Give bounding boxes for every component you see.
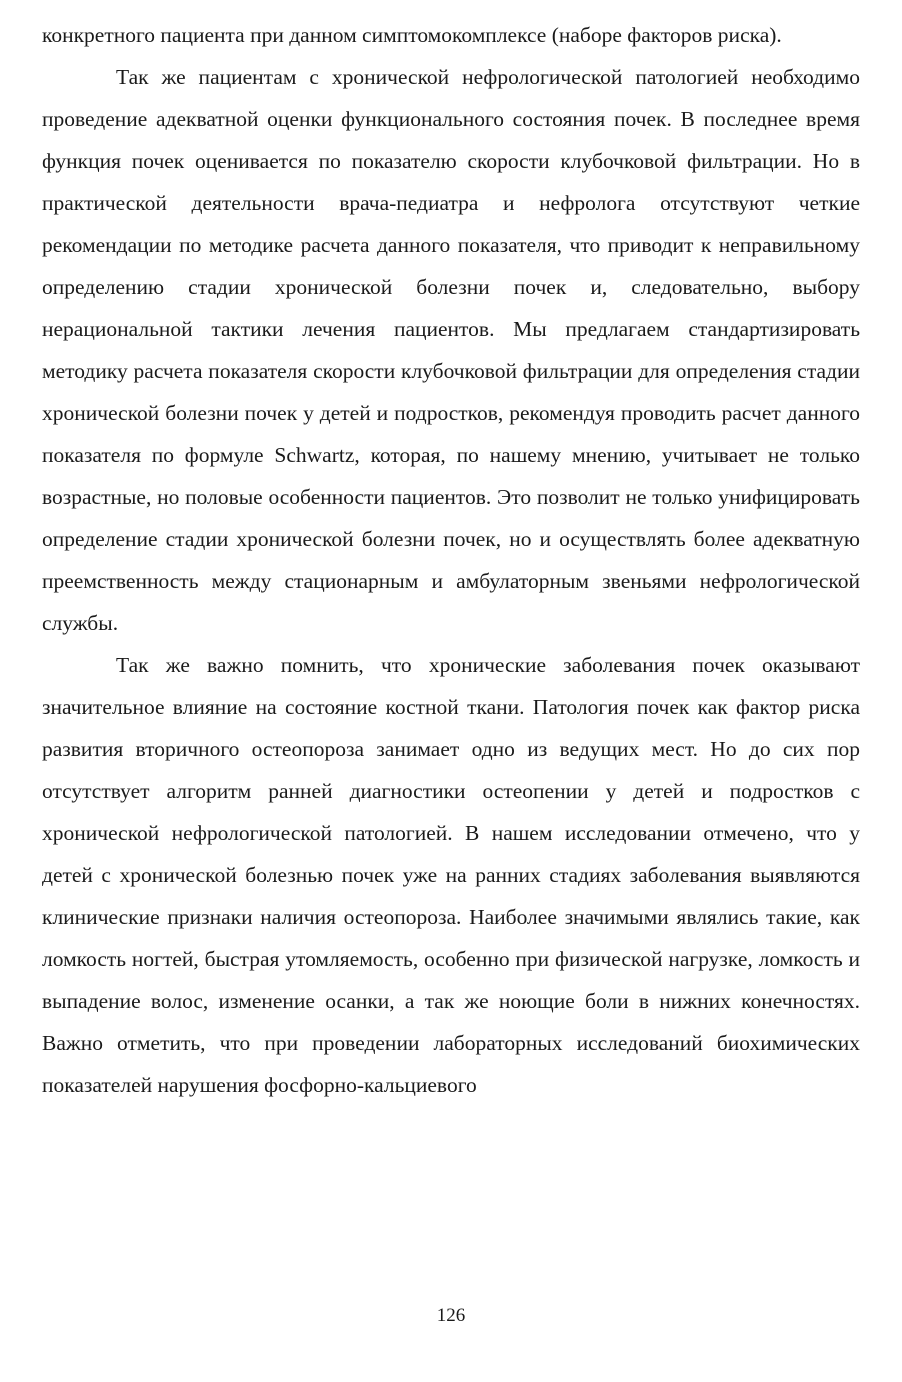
page-number: 126 [436,1305,466,1326]
paragraph-bone-tissue: Так же важно помнить, что хронические заболевания почек оказывают значительное влияние на состояние костной ткани. Патология почек как фактор риска развития вторичного остеопороза занимает одно из ведущих мест. Но до сих пор отсутствует алгоритм ранней диагностики остеопении у детей и подростков с хронической нефрологической патологией. В нашем исследовании отмечено, что у детей с хронической болезнью почек уже на ранних стадиях заболевания выявляются клинические признаки наличия остеопороза. Наиболее значимыми являлись такие, как ломкость ногтей, быстрая утомляемость, особенно при физической нагрузке, ломкость и выпадение волос, изменение осанки, а так же ноющие боли в нижних конечностях. Важно отметить, что при проведении лабораторных исследований биохимических показателей нарушения фосфорно-кальциевого [42,653,860,1097]
body-text [42,14,860,1106]
paragraph-continuation: конкретного пациента при данном симптомокомплексе (наборе факторов риска). [42,23,782,47]
paragraph-gfr-assessment: Так же пациентам с хронической нефрологической патологией необходимо проведение адекватной оценки функционального состояния почек. В последнее время функция почек оценивается по показателю скорости клубочковой фильтрации. Но в практической деятельности врача-педиатра и нефролога отсутствуют четкие рекомендации по методике расчета данного показателя, что приводит к неправильному определению стадии хронической болезни почек и, следовательно, выбору нерациональной тактики лечения пациентов. Мы предлагаем стандартизировать методику расчета показателя скорости клубочковой фильтрации для определения стадии хронической болезни почек у детей и подростков, рекомендуя проводить расчет данного показателя по формуле Schwartz, которая, по нашему мнению, учитывает не только возрастные, но половые особенности пациентов. Это позволит не только унифицировать определение стадии хронической болезни почек, но и осуществлять более адекватную преемственность между стационарным и амбулаторным звеньями нефрологической службы. [42,65,860,635]
